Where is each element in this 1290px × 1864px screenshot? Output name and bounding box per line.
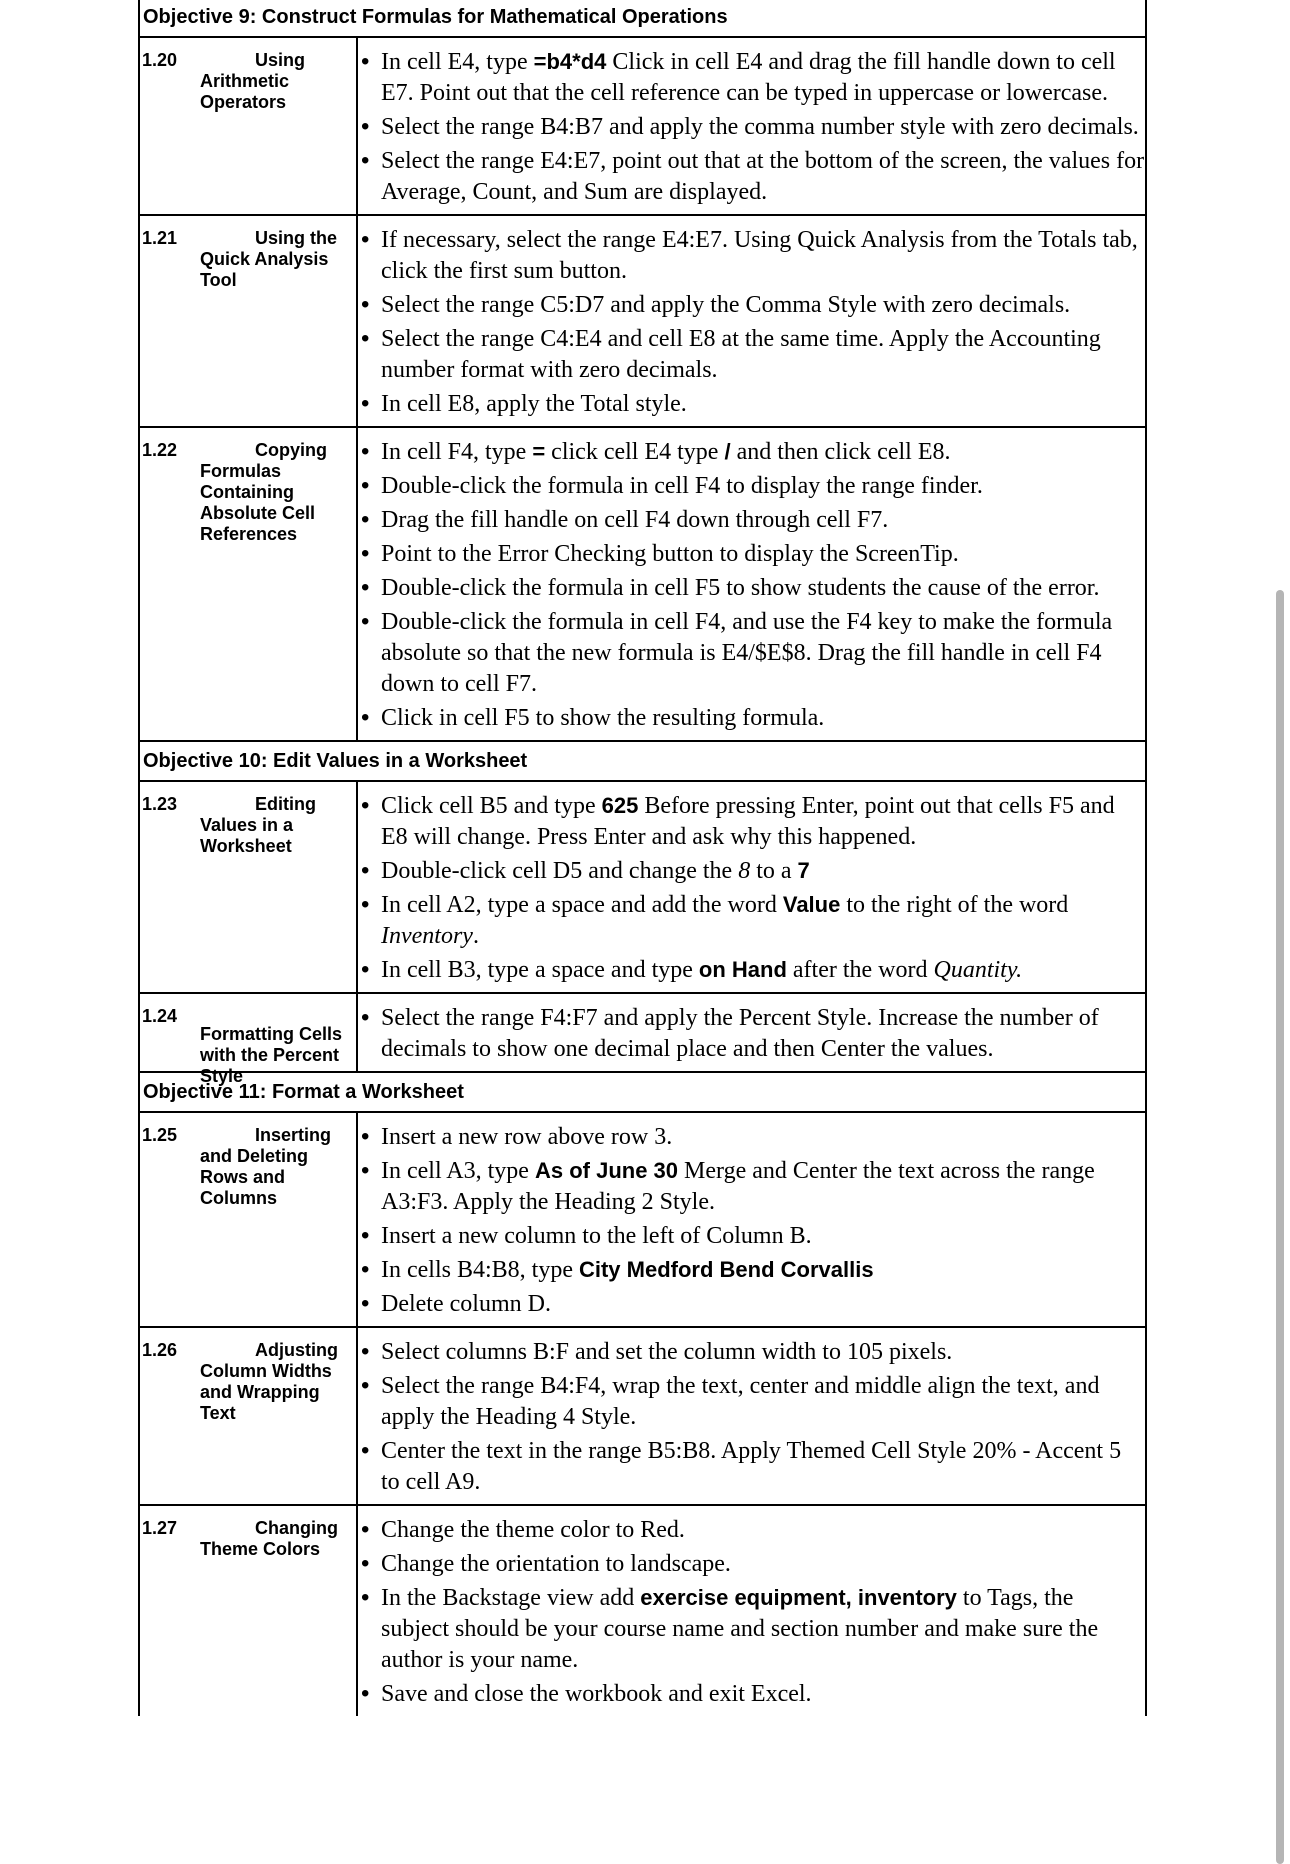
topic-cell <box>140 1328 358 1504</box>
text-run: Click in cell E4 and drag the fill handle down to cell E7. Point out that the cell reference can be typed in uppercase or lowercase. <box>381 49 1116 106</box>
topic-title-line1: Inserting <box>255 1125 332 1145</box>
bold-term: 625 <box>601 793 639 818</box>
topic-cell <box>140 1506 358 1716</box>
topic-cell <box>140 782 358 992</box>
topic-title <box>200 440 352 545</box>
topic-title <box>200 50 352 113</box>
text-run: to Tags, the subject should be your course name and section number and make sure the author is your name. <box>381 1585 1099 1673</box>
topic-title <box>200 1518 352 1560</box>
text-run: Before pressing Enter, point out that cells F5 and E8 will change. Press Enter and ask why this happened. <box>381 793 1115 850</box>
bold-term: 7 <box>797 858 810 883</box>
topic-title-line1: Using <box>255 50 306 70</box>
instructions-cell <box>358 428 1145 740</box>
text-run: In cell B3, type a space and type <box>381 957 699 983</box>
text-run: Change the theme color to Red. <box>381 1517 685 1543</box>
text-run: Select columns B:F and set the column width to 105 pixels. <box>381 1339 953 1365</box>
topic-title-line1: Copying <box>255 440 327 460</box>
objective-heading: Objective 11: Format a Worksheet <box>140 1073 1145 1113</box>
bullet-item <box>361 323 1145 386</box>
bold-term: = <box>532 439 546 464</box>
objective-heading: Objective 10: Edit Values in a Worksheet <box>140 742 1145 782</box>
text-run: Double-click the formula in cell F4 to display the range finder. <box>381 473 983 499</box>
lesson-row <box>140 1506 1145 1716</box>
text-run: to the right of the word <box>840 892 1069 918</box>
bullet-item <box>361 1336 1145 1368</box>
text-run: In cell E8, apply the Total style. <box>381 391 687 417</box>
bullet-item <box>361 1155 1145 1218</box>
bullet-item <box>361 572 1145 604</box>
bullet-item <box>361 1435 1145 1498</box>
text-run: Insert a new column to the left of Column B. <box>381 1223 812 1249</box>
bullet-item <box>361 702 1145 734</box>
bullet-item <box>361 1288 1145 1320</box>
text-run: Click in cell F5 to show the resulting formula. <box>381 705 825 731</box>
text-run: Select the range C5:D7 and apply the Comma Style with zero decimals. <box>381 292 1071 318</box>
bullet-item <box>361 1582 1145 1676</box>
text-run: after the word <box>786 957 934 983</box>
topic-title-line1: Editing <box>255 794 316 814</box>
topic-title-rest: Column Widths and Wrapping Text <box>200 1361 332 1423</box>
text-run: Change the orientation to landscape. <box>381 1551 731 1577</box>
bullet-item <box>361 1121 1145 1153</box>
bullet-item <box>361 504 1145 536</box>
text-run: Select the range F4:F7 and apply the Percent Style. Increase the number of decimals to show one decimal place and then Center the values. <box>381 1005 1099 1062</box>
topic-title-line1: Adjusting <box>255 1340 338 1360</box>
lesson-row <box>140 782 1145 994</box>
text-run: Select the range B4:F4, wrap the text, center and middle align the text, and apply the Heading 4 Style. <box>381 1373 1100 1430</box>
instructions-cell <box>358 994 1145 1071</box>
topic-title <box>200 1340 352 1424</box>
bullet-item <box>361 954 1145 986</box>
bullet-item <box>361 289 1145 321</box>
text-run: Delete column D. <box>381 1291 551 1317</box>
topic-cell <box>140 38 358 214</box>
lesson-row <box>140 216 1145 428</box>
bold-term: Value <box>782 892 841 917</box>
lesson-row <box>140 1113 1145 1328</box>
italic-term: Inventory <box>381 923 473 949</box>
topic-title-rest: Values in a Worksheet <box>200 815 294 856</box>
bullet-item <box>361 1548 1145 1580</box>
section-number: 1.23 <box>142 794 178 814</box>
bullet-item <box>361 46 1145 109</box>
instructions-cell <box>358 1506 1145 1716</box>
bullet-item <box>361 1514 1145 1546</box>
text-run: Merge and Center the text across the range A3:F3. Apply the Heading 2 Style. <box>381 1158 1095 1215</box>
italic-term: Quantity. <box>933 957 1023 983</box>
topic-cell <box>140 994 358 1086</box>
topic-title-rest: Quick Analysis Tool <box>200 249 329 290</box>
topic-title <box>200 228 352 291</box>
topic-title <box>200 1024 352 1087</box>
text-run: Double-click cell D5 and change the <box>381 858 739 884</box>
section-number: 1.26 <box>142 1340 178 1360</box>
text-run: Insert a new row above row 3. <box>381 1124 673 1150</box>
text-run: In the Backstage view add <box>381 1585 641 1611</box>
instructions-cell <box>358 1328 1145 1504</box>
bullet-item <box>361 224 1145 287</box>
topic-title-rest: Theme Colors <box>200 1539 321 1559</box>
text-run: Point to the Error Checking button to display the ScreenTip. <box>381 541 959 567</box>
lesson-row <box>140 428 1145 742</box>
text-run: click cell E4 type <box>545 439 725 465</box>
section-number: 1.20 <box>142 50 178 70</box>
bullet-item <box>361 145 1145 208</box>
section-number: 1.22 <box>142 440 178 460</box>
bold-term: As of June 30 <box>534 1158 679 1183</box>
text-run: Select the range B4:B7 and apply the comma number style with zero decimals. <box>381 114 1139 140</box>
text-run: and then click cell E8. <box>730 439 951 465</box>
topic-title-line1: Changing <box>255 1518 338 1538</box>
italic-term: 8 <box>738 858 751 884</box>
topic-cell <box>140 428 358 740</box>
section-number: 1.21 <box>142 228 178 248</box>
text-run: Drag the fill handle on cell F4 down through cell F7. <box>381 507 889 533</box>
text-run: Select the range C4:E4 and cell E8 at the same time. Apply the Accounting number format with zero decimals. <box>381 326 1101 383</box>
instructions-cell <box>358 38 1145 214</box>
topic-title-rest: Arithmetic Operators <box>200 71 290 112</box>
bullet-item <box>361 388 1145 420</box>
bullet-item <box>361 1370 1145 1433</box>
text-run: In cell E4, type <box>381 49 534 75</box>
lesson-row <box>140 994 1145 1086</box>
bold-term: exercise equipment, inventory <box>640 1585 957 1610</box>
bold-term: City Medford Bend Corvallis <box>578 1257 874 1282</box>
topic-title-rest: Formatting Cells with the Percent Style <box>200 1024 343 1086</box>
instructions-cell <box>358 1113 1145 1326</box>
topic-title-rest: and Deleting Rows and Columns <box>200 1146 309 1208</box>
text-run: In cells B4:B8, type <box>381 1257 579 1283</box>
text-run: . <box>472 923 479 949</box>
text-run: to a <box>750 858 798 884</box>
text-run: Center the text in the range B5:B8. Apply Themed Cell Style 20% - Accent 5 to cell A9. <box>381 1438 1122 1495</box>
bullet-item <box>361 790 1145 853</box>
bold-term: / <box>724 439 731 464</box>
bullet-item <box>361 1220 1145 1252</box>
bullet-item <box>361 436 1145 468</box>
text-run: Click cell B5 and type <box>381 793 602 819</box>
lesson-plan-table <box>138 0 1147 1716</box>
text-run: Double-click the formula in cell F4, and use the F4 key to make the formula absolute so that the new formula is E4/$E$8. Drag the fill handle in cell F4 down to cell F7. <box>381 609 1113 697</box>
lesson-row <box>140 38 1145 216</box>
text-run: Double-click the formula in cell F5 to show students the cause of the error. <box>381 575 1100 601</box>
topic-cell <box>140 216 358 426</box>
text-run: Select the range E4:E7, point out that at the bottom of the screen, the values for Average, Count, and Sum are displayed. <box>381 148 1145 205</box>
bullet-item <box>361 606 1145 700</box>
instructions-cell <box>358 782 1145 992</box>
instructions-cell <box>358 216 1145 426</box>
topic-title <box>200 1125 352 1209</box>
text-run: If necessary, select the range E4:E7. Using Quick Analysis from the Totals tab, click the first sum button. <box>381 227 1138 284</box>
bold-term: on Hand <box>698 957 787 982</box>
bullet-item <box>361 111 1145 143</box>
section-number: 1.25 <box>142 1125 178 1145</box>
section-number: 1.27 <box>142 1518 178 1538</box>
bullet-item <box>361 889 1145 952</box>
objective-heading: Objective 9: Construct Formulas for Mathematical Operations <box>140 0 1145 38</box>
bullet-item <box>361 470 1145 502</box>
vertical-scrollbar[interactable] <box>1276 590 1284 1864</box>
section-number: 1.24 <box>142 1006 178 1026</box>
topic-cell <box>140 1113 358 1326</box>
text-run: In cell A2, type a space and add the word <box>381 892 783 918</box>
topic-title <box>200 794 352 857</box>
topic-title-line1: Using the <box>255 228 338 248</box>
text-run: In cell F4, type <box>381 439 533 465</box>
topic-title-rest: Formulas Containing Absolute Cell References <box>200 461 316 544</box>
bold-term: =b4*d4 <box>533 49 607 74</box>
bullet-item <box>361 1002 1145 1065</box>
text-run: In cell A3, type <box>381 1158 535 1184</box>
bullet-item <box>361 1254 1145 1286</box>
lesson-row <box>140 1328 1145 1506</box>
bullet-item <box>361 538 1145 570</box>
text-run: Save and close the workbook and exit Excel. <box>381 1681 812 1707</box>
bullet-item <box>361 855 1145 887</box>
bullet-item <box>361 1678 1145 1710</box>
